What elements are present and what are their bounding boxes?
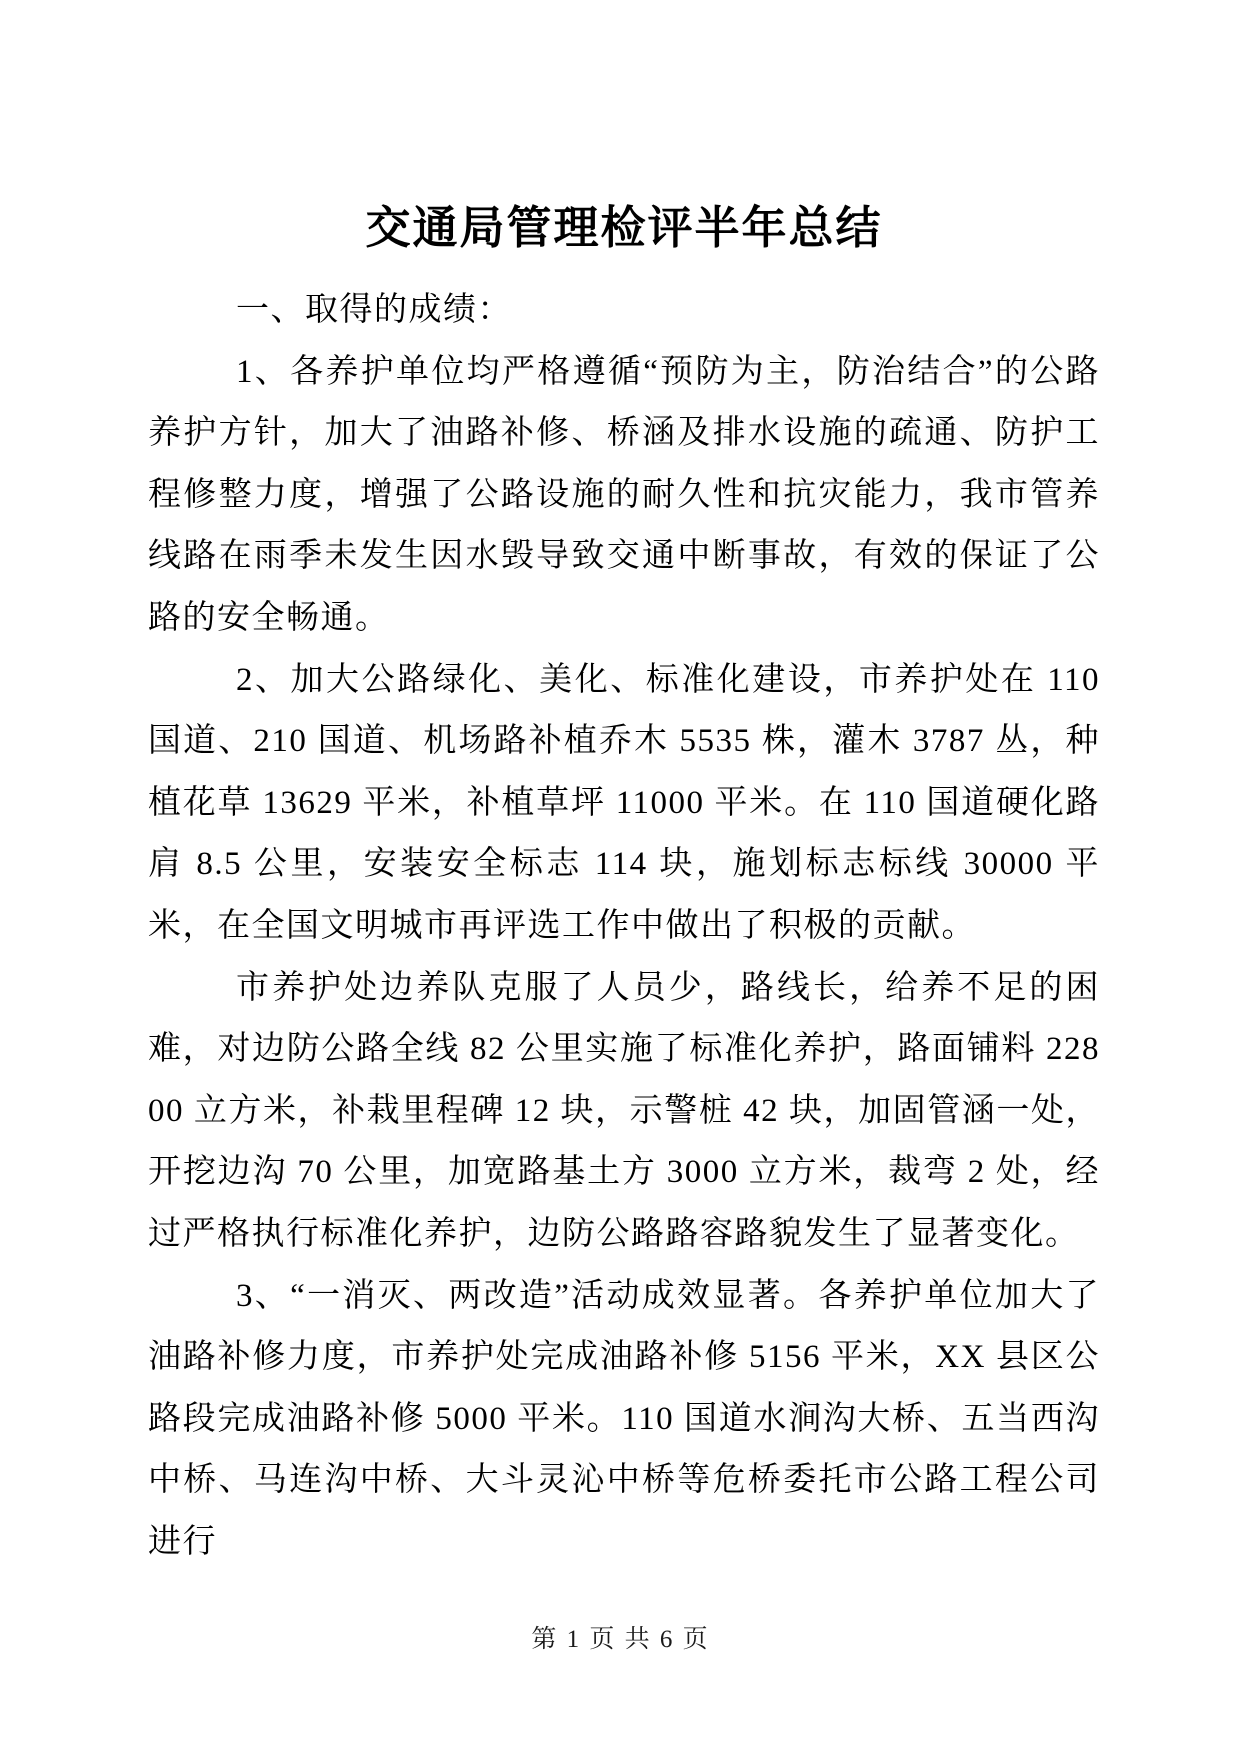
paragraph-item-2: 2、加大公路绿化、美化、标准化建设，市养护处在 110 国道、210 国道、机场路补植乔木 5535 株，灌木 3787 丛，种植花草 13629 平米，补植草坪 11000 平米。在 110 国道硬化路肩 8.5 公里，安装安全标志 114 块，施划标志标线 30000 平米，在全国文明城市再评选工作中做出了积极的贡献。: [148, 661, 1100, 944]
section-heading-achievements: 一、取得的成绩：: [236, 292, 512, 328]
paragraph-item-1: 1、各养护单位均严格遵循“预防为主，防治结合”的公路养护方针，加大了油路补修、桥涵及排水设施的疏通、防护工程修整力度，增强了公路设施的耐久性和抗灾能力，我市管养线路在雨季未发生因水毁导致交通中断事故，有效的保证了公路的安全畅通。: [148, 353, 1100, 636]
page-number-footer: 第 1 页 共 6 页: [531, 1626, 710, 1653]
document-body: [148, 196, 1100, 1573]
paragraph-item-3: 3、“一消灭、两改造”活动成效显著。各养护单位加大了油路补修力度，市养护处完成油路补修 5156 平米，XX 县区公路段完成油路补修 5000 平米。110 国道水涧沟大桥、五当西沟中桥、马连沟中桥、大斗灵沁中桥等危桥委托市公路工程公司进行: [148, 1277, 1100, 1560]
document-title: 交通局管理检评半年总结: [365, 203, 883, 253]
paragraph-border-road-maintenance: 市养护处边养队克服了人员少，路线长，给养不足的困难，对边防公路全线 82 公里实施了标准化养护，路面铺料 22800 立方米，补栽里程碑 12 块，示警桩 42 块，加固管涵一处，开挖边沟 70 公里，加宽路基土方 3000 立方米，裁弯 2 处，经过严格执行标准化养护，边防公路路容路貌发生了显著变化。: [148, 969, 1101, 1252]
